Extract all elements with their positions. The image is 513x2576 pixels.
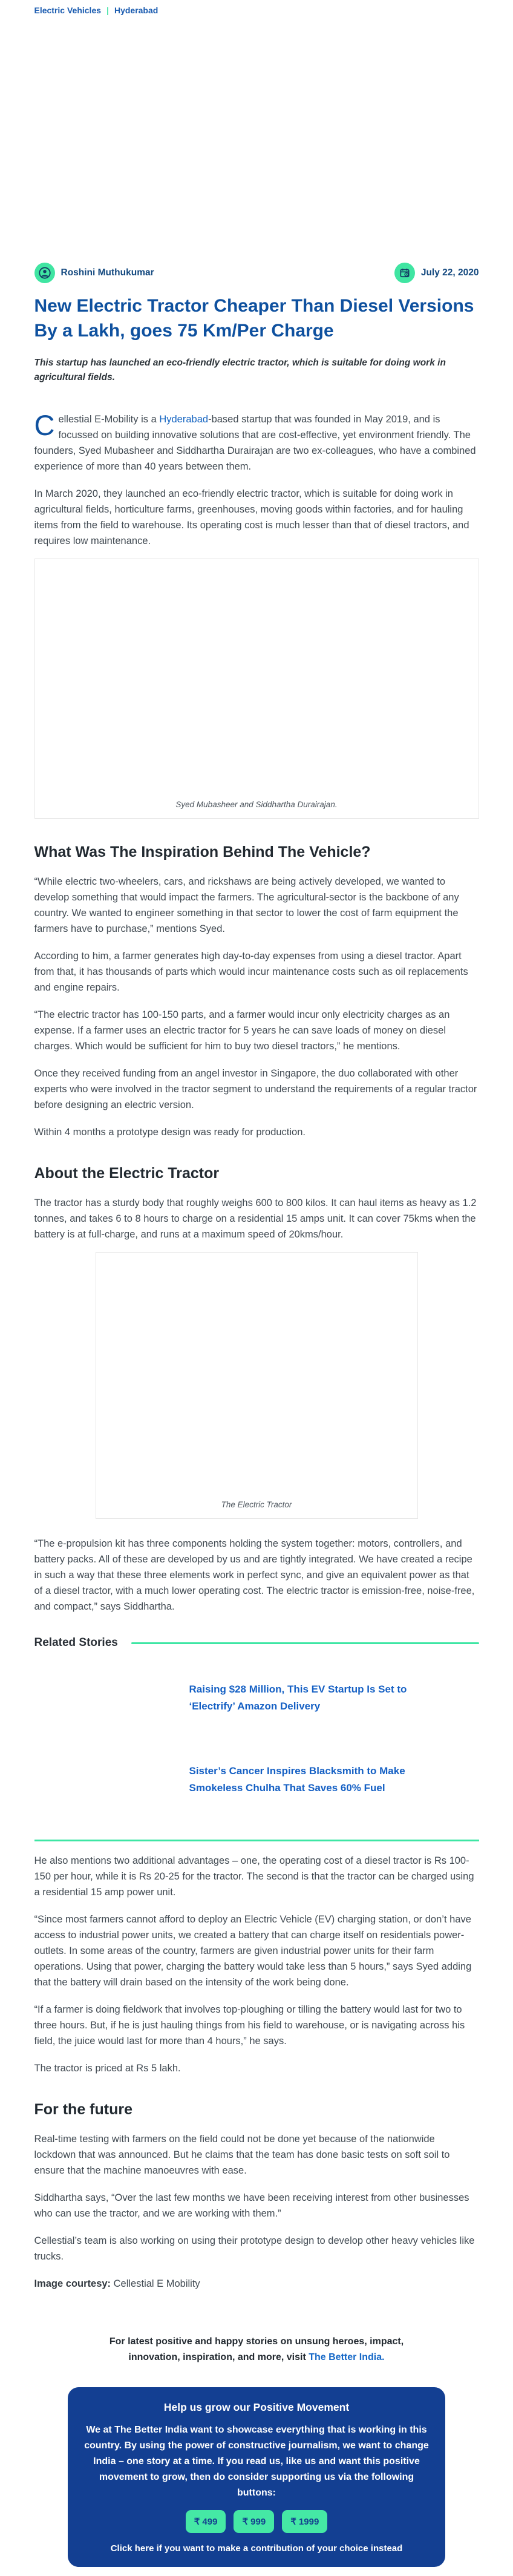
related-story-thumbnail[interactable] [34,1739,180,1820]
paragraph-1 [34,411,479,474]
section-divider [34,1840,479,1841]
paragraph-6: Once they received funding from an angel investor in Singapore, the duo collaborated with other experts who were involved in the tractor segment to understand the requirements of a regular tractor before designing an electric version. [34,1068,477,1110]
article-meta-row [34,262,479,284]
article-image-placeholder [35,559,479,818]
bottom-padding [34,2567,479,2576]
footer-promo-text: For latest positive and happy stories on unsung heroes, impact, innovation, inspiration, and more, visit [109,2336,404,2362]
paragraph-10: He also mentions two additional advantages – one, the operating cost of a diesel tractor is Rs 100-150 per hour, while it is Rs 20-25 for the tractor. The second is that the tractor can be charged using a residential 15 amp power unit. [34,1855,474,1898]
donate-999-button[interactable]: ₹ 999 [234,2510,274,2533]
hyderabad-link[interactable]: Hyderabad [159,414,209,425]
author-block [34,263,154,283]
support-card [68,2387,445,2567]
paragraph-3: “While electric two-wheelers, cars, and rickshaws are being actively developed, we wanted to develop something that would impact the farmers. The agricultural-sector is the backbone of any country. We wanted to engineer something in that sector to lower the cost of farm equipment the farmers have to purchase,” mentions Syed. [34,876,459,934]
image-courtesy-value: Cellestial E Mobility [111,2278,200,2289]
footer-promo [34,2334,479,2365]
paragraph-5: “The electric tractor has 100-150 parts, and a farmer would incur only electricity charges as an expense. If a farmer uses an electric tractor for 5 years he can save loads of money on diesel charges. Which would be sufficient for him to buy two diesel tractors,” he mentions. [34,1009,450,1052]
support-card-title: Help us grow our Positive Movement [163,2401,350,2413]
article-figure-founders [34,559,479,819]
donate-499-button[interactable]: ₹ 499 [186,2510,226,2533]
article-image-placeholder [96,1253,417,1518]
publish-date: July 22, 2020 [420,267,479,278]
related-story-link[interactable]: Sister’s Cancer Inspires Blacksmith to Make Smokeless Chulha That Saves 60% Fuel [189,1765,405,1794]
related-story-row [34,1739,479,1820]
related-story-link[interactable]: Raising $28 Million, This EV Startup Is Set to ‘Electrify’ Amazon Delivery [189,1683,407,1712]
figure-caption: The Electric Tractor [221,1500,292,1509]
paragraph-14: Real-time testing with farmers on the field could not be done yet because of the nationwide lockdown that was announced. But he claims that the team has done basic tests on soft soil to ensure that the machine manoeuvres with ease. [34,2134,450,2176]
breadcrumb-link-hyderabad[interactable]: Hyderabad [114,5,158,15]
paragraph-13: The tractor is priced at Rs 5 lakh. [34,2063,181,2074]
related-story-row [34,1657,479,1739]
breadcrumb-link-electric-vehicles[interactable]: Electric Vehicles [34,5,102,15]
image-courtesy-label: Image courtesy: [34,2278,111,2289]
paragraph-15: Siddhartha says, “Over the last few months we have been receiving interest from other businesses who can use the tractor, and we are working with them.” [34,2192,469,2219]
image-courtesy [34,2276,479,2292]
author-avatar [34,263,55,283]
page-container [34,0,479,2576]
date-icon-bubble [394,263,415,283]
related-story-thumbnail[interactable] [34,1657,180,1739]
figure-caption: Syed Mubasheer and Siddhartha Durairajan. [175,800,338,809]
paragraph-2: In March 2020, they launched an eco-friendly electric tractor, which is suitable for doing work in agricultural fields, horticulture farms, greenhouses, moving goods within factories, and for hauling items from the field to warehouse. Its operating cost is much lesser than that of diesel tractors, and requires low maintenance. [34,488,469,546]
related-stories-header [34,1635,479,1651]
date-block [394,263,479,283]
paragraph-11: “Since most farmers cannot afford to deploy an Electric Vehicle (EV) charging station, or don’t have access to industrial power units, we created a battery that can charge itself on residentials power-outlets. In some areas of the country, farmers are given industrial power units for their farm operations. Using that power, charging the battery would take less than 5 hours,” says Syed adding that the battery will drain based on the intensity of the work being done. [34,1914,472,1988]
support-card-body: We at The Better India want to showcase everything that is working in this country. By using the power of constructive journalism, we want to change India – one story at a time. If you read us, like us and want this positive movement to grow, then do consider supporting us via the following buttons: [84,2425,429,2498]
related-stories [34,1635,479,1841]
paragraph-8: The tractor has a sturdy body that roughly weighs 600 to 800 kilos. It can haul items as heavy as 1.2 tonnes, and takes 6 to 8 hours to charge on a residential 15 amps unit. It can cover 75kms when the battery is at full-charge, and runs at a maximum speed of 20kms/hour. [34,1198,477,1240]
person-icon [38,266,51,280]
breadcrumb [34,0,479,15]
heading-inspiration: What Was The Inspiration Behind The Vehicle? [34,844,371,860]
donate-1999-button[interactable]: ₹ 1999 [282,2510,327,2533]
custom-contribution-link[interactable]: Click here if you want to make a contribution of your choice instead [110,2543,403,2554]
calendar-icon [399,267,411,279]
paragraph-4: According to him, a farmer generates high day-to-day expenses from using a diesel tractor. Apart from that, it has thousands of parts which would incur maintenance costs such as oil replacements and engine repairs. [34,951,468,993]
related-heading-rule [131,1642,479,1644]
donate-buttons [83,2510,430,2533]
heading-about: About the Electric Tractor [34,1165,220,1182]
article-body [34,411,479,2292]
author-name[interactable]: Roshini Muthukumar [60,267,154,278]
article-subtitle: This startup has launched an eco-friendly electric tractor, which is suitable for doing work in agricultural fields. [34,358,446,382]
better-india-link[interactable]: The Better India. [309,2352,385,2362]
paragraph-16: Cellestial’s team is also working on using their prototype design to develop other heavy vehicles like trucks. [34,2235,475,2262]
paragraph-7: Within 4 months a prototype design was ready for production. [34,1127,306,1138]
ad-space [34,15,479,262]
related-stories-heading: Related Stories [34,1636,118,1649]
paragraph-12: “If a farmer is doing fieldwork that involves top-ploughing or tilling the battery would last for two to three hours. But, if he is just hauling things from his field to warehouse, or is navigating across his field, the juice would last for more than 4 hours,” he says. [34,2004,465,2047]
article-figure-tractor [96,1252,418,1519]
dropcap: C [34,409,55,441]
heading-future: For the future [34,2101,132,2118]
page-title: New Electric Tractor Cheaper Than Diesel Versions By a Lakh, goes 75 Km/Per Charge [34,296,474,341]
paragraph-9: “The e-propulsion kit has three components holding the system together: motors, controllers, and battery packs. All of these are developed by us and are tightly integrated. We have created a recipe in such a way that these three elements work in perfect sync, and give an equivalent power as that of a diesel tractor, with a much lower operating cost. The electric tractor is emission-free, noise-free, and compact,” says Siddhartha. [34,1538,475,1612]
paragraph-1-text-after: -based startup that was founded in May 2019, and is focussed on building innovative solutions that are cost-effective, yet environment friendly. The founders, Syed Mubasheer and Siddhartha Durairajan are two ex-colleagues, who have a combined experience of more than 40 years between them. [34,414,476,472]
breadcrumb-separator: | [106,5,109,15]
paragraph-1-text-before: ellestial E-Mobility is a [58,414,160,425]
